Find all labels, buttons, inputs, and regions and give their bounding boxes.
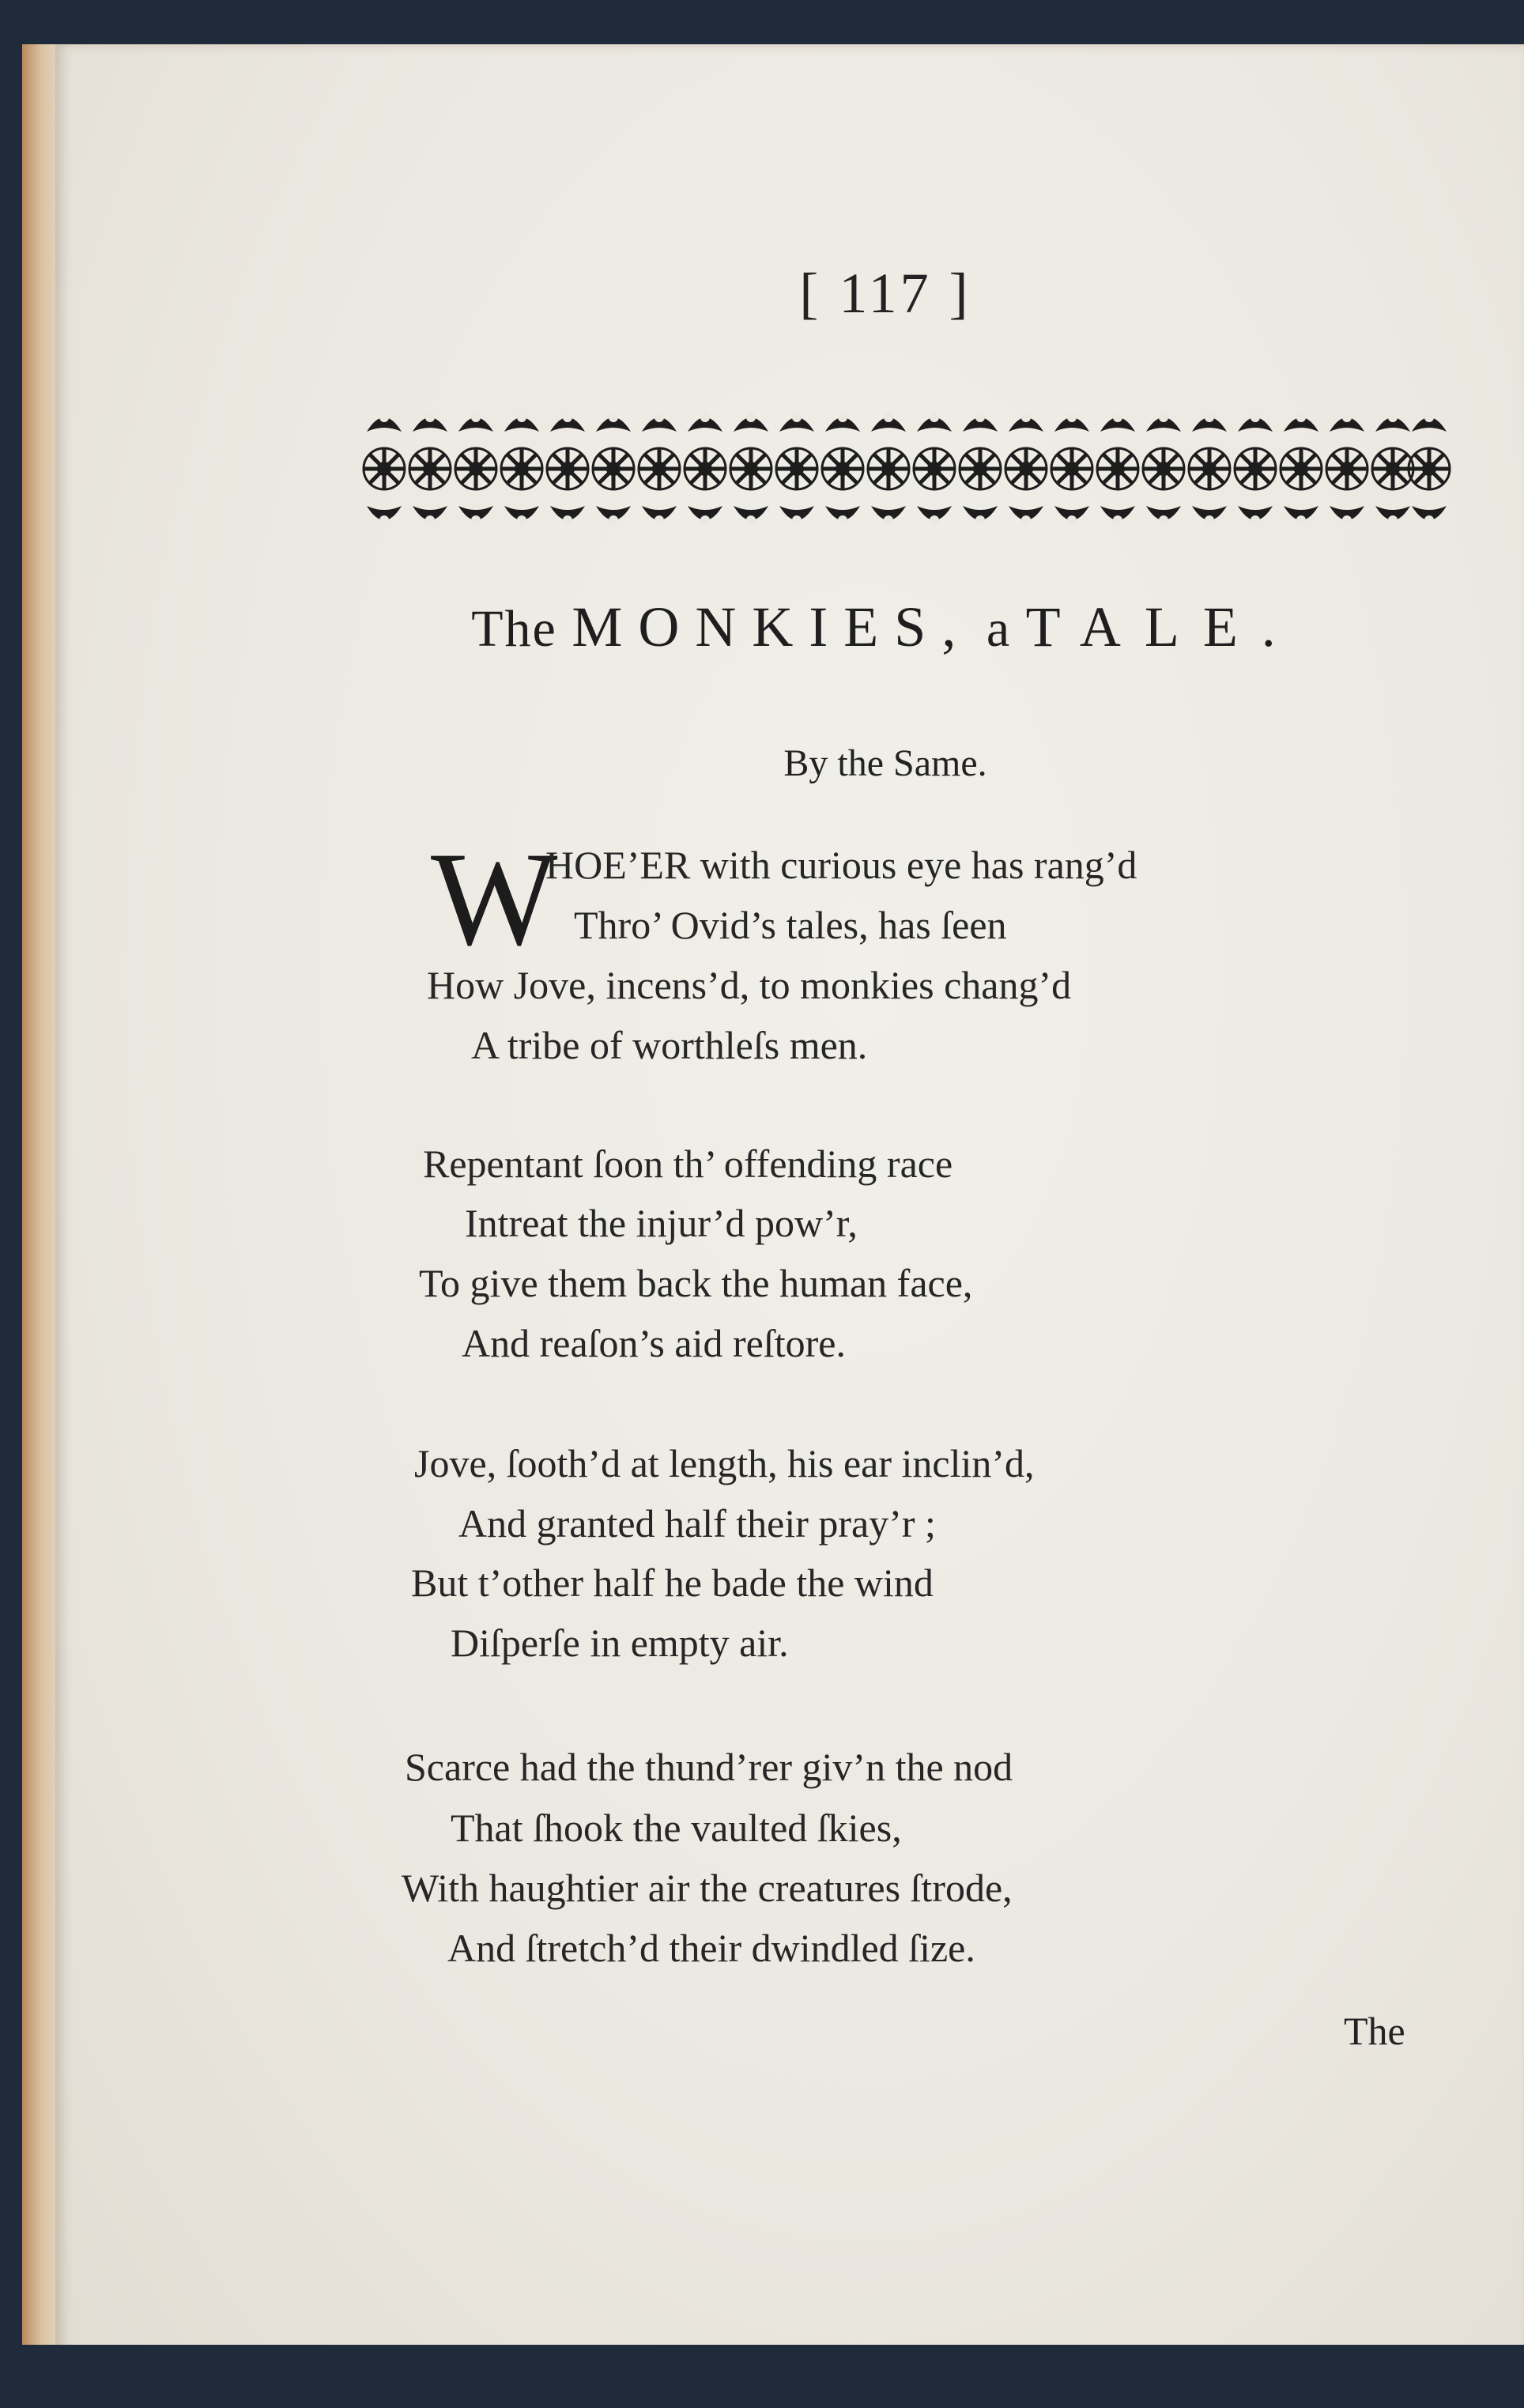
title-prefix: The bbox=[471, 600, 557, 658]
poem-line: Repentant ſoon th’ offending race bbox=[423, 1142, 953, 1186]
title-main: MONKIES, bbox=[572, 595, 972, 659]
poem-line: To give them back the human face, bbox=[419, 1261, 973, 1305]
page-number: [ 117 ] bbox=[799, 262, 971, 325]
poem-line: Thro’ Ovid’s tales, has ſeen bbox=[574, 903, 1007, 947]
poem-line: That ſhook the vaulted ſkies, bbox=[451, 1806, 902, 1850]
poem-line: And granted half their pray’r ; bbox=[458, 1501, 936, 1546]
poem-line: Diſperſe in empty air. bbox=[451, 1621, 789, 1665]
poem-line: And reaſon’s aid reſtore. bbox=[462, 1321, 846, 1365]
drop-cap: W bbox=[431, 825, 558, 973]
catchword: The bbox=[1344, 2009, 1405, 2053]
title-joiner: a bbox=[986, 600, 1012, 658]
background-edge bbox=[22, 2345, 1524, 2408]
poem-line: How Jove, incens’d, to monkies chang’d bbox=[427, 963, 1072, 1007]
floral-border-ornament bbox=[360, 402, 1451, 536]
poem-line: With haughtier air the creatures ſtrode, bbox=[402, 1866, 1013, 1910]
poem-line: Intreat the injur’d pow’r, bbox=[465, 1201, 858, 1245]
poem-line: Jove, ſooth’d at length, his ear inclin’d, bbox=[414, 1441, 1035, 1485]
poem-line: A tribe of worthleſs men. bbox=[471, 1023, 868, 1067]
poem-line: And ſtretch’d their dwindled ſize. bbox=[447, 1926, 975, 1970]
ornament-middle-row bbox=[364, 448, 1450, 489]
title-suffix: TALE. bbox=[1025, 595, 1300, 659]
poem-title bbox=[0, 594, 1524, 660]
poem-line: But t’other half he bade the wind bbox=[411, 1561, 934, 1605]
ornament-top-row bbox=[367, 413, 1447, 432]
byline: By the Same. bbox=[783, 742, 987, 784]
ornament-bottom-row bbox=[367, 506, 1447, 525]
poem-line: Scarce had the thund’rer giv’n the nod bbox=[405, 1745, 1013, 1789]
poem-line: HOE’ER with curious eye has rang’d bbox=[545, 843, 1137, 887]
